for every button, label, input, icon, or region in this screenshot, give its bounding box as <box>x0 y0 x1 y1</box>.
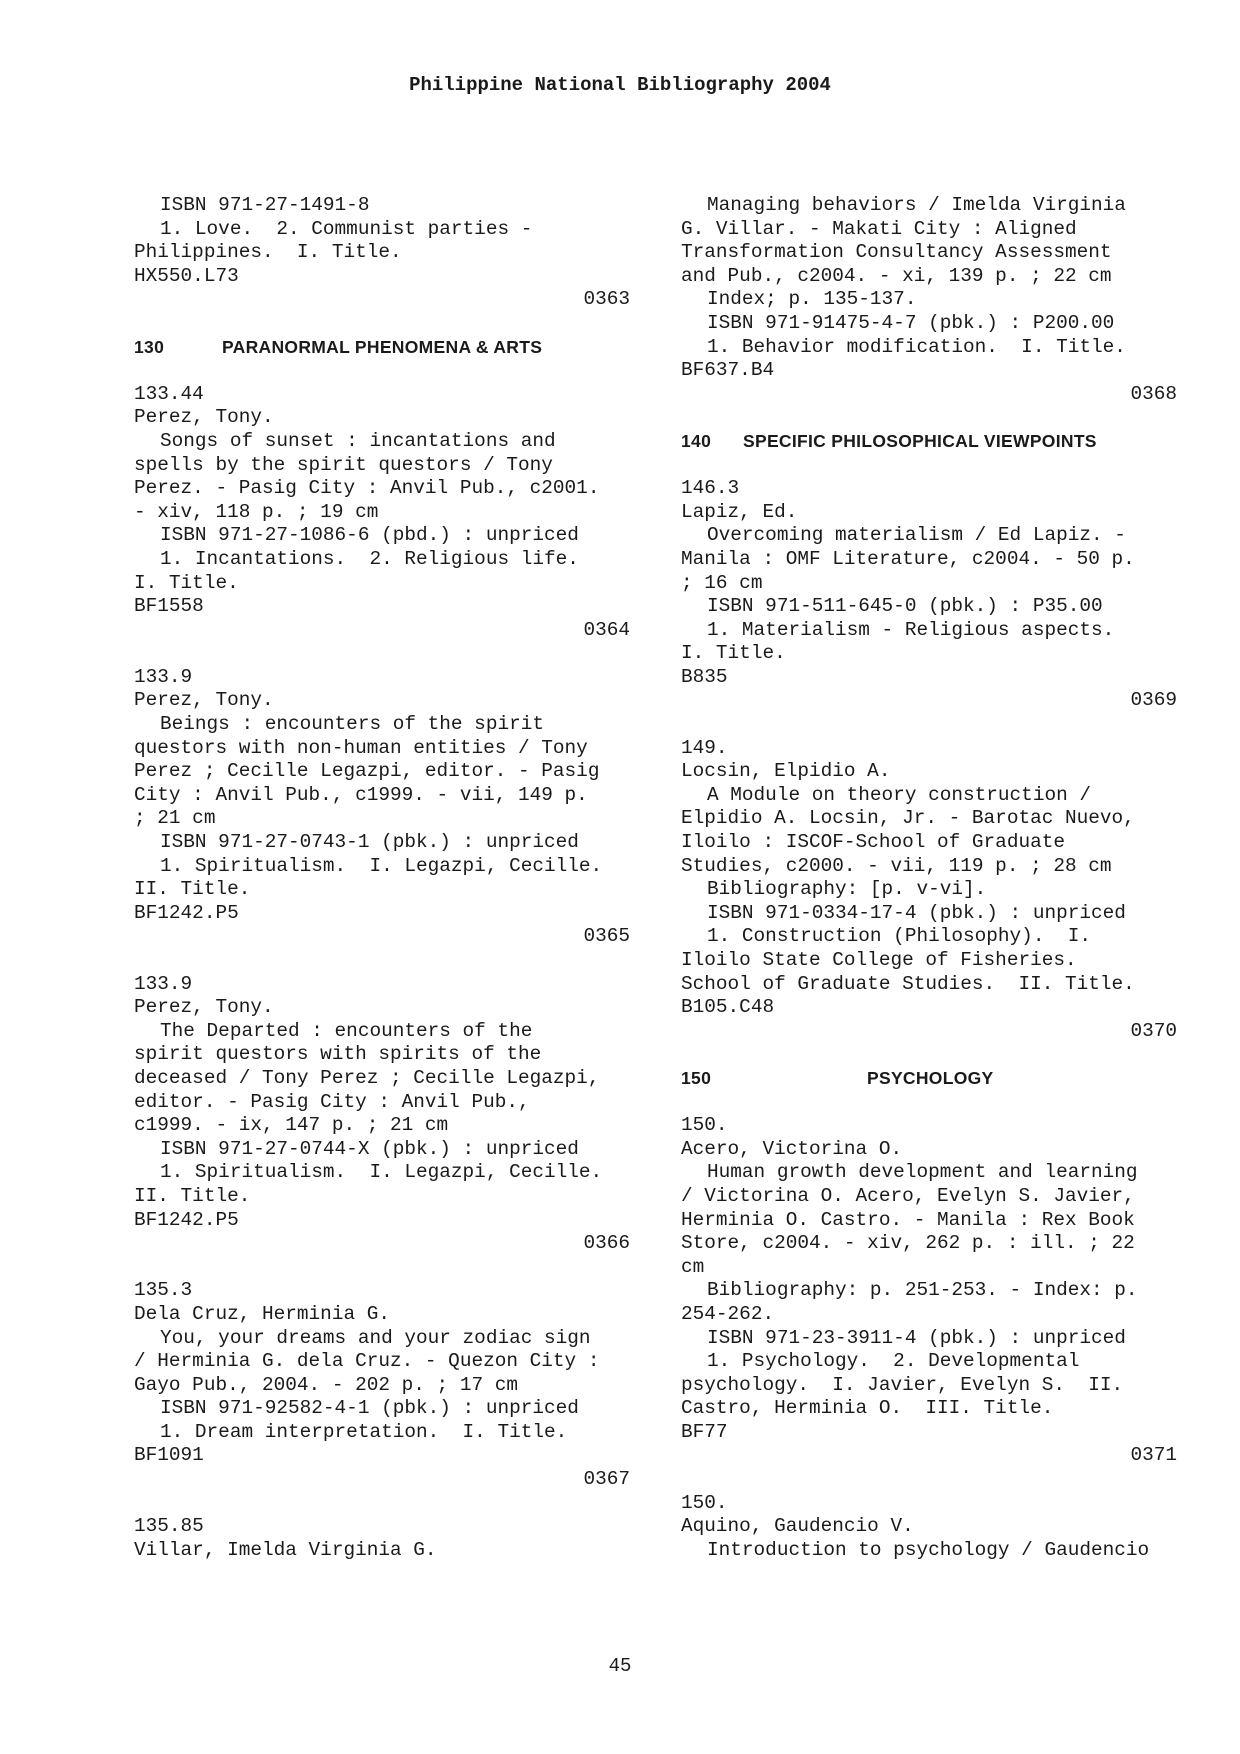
page-number: 45 <box>608 1655 632 1677</box>
entry-line: The Departed : encounters of the <box>160 1019 533 1042</box>
entry-line: A Module on theory construction / <box>707 783 1091 806</box>
entry-line: Dela Cruz, Herminia G. <box>134 1302 390 1325</box>
entry-number: 0371 <box>1130 1444 1177 1467</box>
entry-line: 149. <box>681 736 728 759</box>
entry-line: Perez ; Cecille Legazpi, editor. - Pasig <box>134 760 600 783</box>
spacer <box>681 1043 1211 1067</box>
entry-line: Overcoming materialism / Ed Lapiz. - <box>707 524 1126 547</box>
entry-line: Managing behaviors / Imelda Virginia <box>707 194 1126 216</box>
entry-line: 1. Behavior modification. I. Title. <box>707 335 1126 358</box>
entry-line: HX550.L73 <box>134 264 239 287</box>
entry-line: ISBN 971-27-1491-8 <box>160 194 370 216</box>
spacer <box>134 359 664 383</box>
entry-line: Philippines. I. Title. <box>134 241 402 264</box>
entry-line: Locsin, Elpidio A. <box>681 760 891 783</box>
entry-line: Perez, Tony. <box>134 689 274 712</box>
entry-line: II. Title. <box>134 878 251 901</box>
entry-line: 135.85 <box>134 1515 204 1538</box>
section-label: SPECIFIC PHILOSOPHICAL VIEWPOINTS <box>743 430 1097 451</box>
entry-line: 1. Materialism - Religious aspects. <box>707 618 1115 641</box>
entry-number: 0365 <box>583 925 630 948</box>
entry-line: Perez, Tony. <box>134 996 274 1019</box>
entry-line: 150. <box>681 1114 728 1137</box>
entry-line: 1. Spiritualism. I. Legazpi, Cecille. <box>160 854 603 877</box>
entry-line: Lapiz, Ed. <box>681 500 798 523</box>
entry-line: 1. Psychology. 2. Developmental <box>707 1350 1080 1373</box>
spacer <box>681 1468 1211 1492</box>
entry-line: spells by the spirit questors / Tony <box>134 453 553 476</box>
entry-line: ISBN 971-27-0743-1 (pbk.) : unpriced <box>160 831 579 854</box>
left-column <box>134 194 664 1562</box>
spacer <box>681 713 1211 737</box>
section-heading <box>134 336 664 360</box>
page-title: Philippine National Bibliography 2004 <box>409 74 831 96</box>
entry-line: Transformation Consultancy Assessment <box>681 241 1112 264</box>
entry-line: BF637.B4 <box>681 359 775 382</box>
entry-line: - xiv, 118 p. ; 19 cm <box>134 500 379 523</box>
spacer <box>134 642 664 666</box>
entry-number: 0364 <box>583 618 630 641</box>
entry-line: questors with non-human entities / Tony <box>134 736 588 759</box>
entry-line: BF1091 <box>134 1444 204 1467</box>
entry-line: B105.C48 <box>681 996 775 1019</box>
entry-number: 0367 <box>583 1468 630 1491</box>
entry-line: 135.3 <box>134 1279 193 1302</box>
entry-line: ; 21 cm <box>134 807 216 830</box>
entry-line: ISBN 971-91475-4-7 (pbk.) : P200.00 <box>707 311 1115 334</box>
entry-line: BF77 <box>681 1420 728 1443</box>
entry-line: 133.9 <box>134 665 193 688</box>
section-heading <box>681 1067 1211 1091</box>
entry-line: School of Graduate Studies. II. Title. <box>681 972 1135 995</box>
entry-line: I. Title. <box>134 571 239 594</box>
entry-number: 0369 <box>1130 689 1177 712</box>
entry-line: You, your dreams and your zodiac sign <box>160 1326 591 1349</box>
entry-line: psychology. I. Javier, Evelyn S. II. <box>681 1373 1124 1396</box>
entry-line: 254-262. <box>681 1302 775 1325</box>
entry-line: 1. Spiritualism. I. Legazpi, Cecille. <box>160 1161 603 1184</box>
entry-number: 0363 <box>583 288 630 311</box>
entry-line: 150. <box>681 1491 728 1514</box>
entry-number: 0368 <box>1130 382 1177 405</box>
spacer <box>681 406 1211 430</box>
entry-line: Human growth development and learning <box>707 1161 1138 1184</box>
entry-line: Perez. - Pasig City : Anvil Pub., c2001. <box>134 477 600 500</box>
entry-line: 133.9 <box>134 972 193 995</box>
spacer <box>681 454 1211 478</box>
entry-line: Gayo Pub., 2004. - 202 p. ; 17 cm <box>134 1373 518 1396</box>
entry-line: I. Title. <box>681 642 786 665</box>
section-heading <box>681 430 1211 454</box>
entry-line: 1. Dream interpretation. I. Title. <box>160 1420 568 1443</box>
entry-number: 0370 <box>1130 1019 1177 1042</box>
entry-line: ; 16 cm <box>681 571 763 594</box>
entry-line: City : Anvil Pub., c1999. - vii, 149 p. <box>134 783 588 806</box>
entry-line: BF1242.P5 <box>134 1208 239 1231</box>
right-column <box>681 194 1211 1562</box>
section-code: 150 <box>681 1067 712 1088</box>
entry-line: / Herminia G. dela Cruz. - Quezon City : <box>134 1350 600 1373</box>
entry-line: deceased / Tony Perez ; Cecille Legazpi, <box>134 1066 600 1089</box>
entry-line: Store, c2004. - xiv, 262 p. : ill. ; 22 <box>681 1232 1135 1255</box>
entry-line: Bibliography: p. 251-253. - Index: p. <box>707 1279 1138 1302</box>
entry-line: Iloilo State College of Fisheries. <box>681 949 1077 971</box>
entry-line: cm <box>681 1255 705 1278</box>
entry-line: 146.3 <box>681 477 740 500</box>
entry-line: Castro, Herminia O. III. Title. <box>681 1397 1054 1420</box>
entry-line: G. Villar. - Makati City : Aligned <box>681 217 1077 240</box>
entry-line: 133.44 <box>134 382 204 405</box>
entry-line: Index; p. 135-137. <box>707 288 917 311</box>
entry-line: Elpidio A. Locsin, Jr. - Barotac Nuevo, <box>681 807 1135 830</box>
entry-line: II. Title. <box>134 1184 251 1207</box>
entry-line: B835 <box>681 665 728 688</box>
entry-line: Iloilo : ISCOF-School of Graduate <box>681 831 1065 854</box>
entry-line: ISBN 971-511-645-0 (pbk.) : P35.00 <box>707 595 1103 618</box>
entry-line: ISBN 971-27-0744-X (pbk.) : unpriced <box>160 1137 579 1160</box>
section-code: 140 <box>681 430 712 451</box>
entry-line: BF1558 <box>134 595 204 618</box>
entry-line: ISBN 971-27-1086-6 (pbd.) : unpriced <box>160 524 579 547</box>
spacer <box>681 1091 1211 1115</box>
spacer <box>134 312 664 336</box>
entry-line: Beings : encounters of the spirit <box>160 713 544 736</box>
entry-line: ISBN 971-0334-17-4 (pbk.) : unpriced <box>707 901 1126 924</box>
entry-line: / Victorina O. Acero, Evelyn S. Javier, <box>681 1184 1135 1207</box>
section-code: 130 <box>134 336 165 357</box>
section-label: PSYCHOLOGY <box>867 1067 994 1088</box>
entry-line: 1. Love. 2. Communist parties - <box>160 217 533 240</box>
entry-line: 1. Incantations. 2. Religious life. <box>160 547 579 570</box>
section-label: PARANORMAL PHENOMENA & ARTS <box>222 336 543 357</box>
entry-line: BF1242.P5 <box>134 901 239 924</box>
entry-line: Studies, c2000. - vii, 119 p. ; 28 cm <box>681 854 1112 877</box>
entry-line: Perez, Tony. <box>134 406 274 429</box>
entry-line: Herminia O. Castro. - Manila : Rex Book <box>681 1208 1135 1231</box>
entry-line: and Pub., c2004. - xi, 139 p. ; 22 cm <box>681 264 1112 287</box>
entry-line: Acero, Victorina O. <box>681 1137 903 1160</box>
entry-line: ISBN 971-92582-4-1 (pbk.) : unpriced <box>160 1397 579 1420</box>
entry-line: c1999. - ix, 147 p. ; 21 cm <box>134 1114 449 1137</box>
entry-line: Manila : OMF Literature, c2004. - 50 p. <box>681 547 1135 570</box>
entry-line: Villar, Imelda Virginia G. <box>134 1538 437 1561</box>
entry-line: Introduction to psychology / Gaudencio <box>707 1538 1150 1561</box>
entry-line: editor. - Pasig City : Anvil Pub., <box>134 1090 530 1113</box>
entry-line: Aquino, Gaudencio V. <box>681 1515 914 1538</box>
entry-line: ISBN 971-23-3911-4 (pbk.) : unpriced <box>707 1326 1126 1349</box>
entry-line: 1. Construction (Philosophy). I. <box>707 925 1091 948</box>
entry-line: Bibliography: [p. v-vi]. <box>707 878 987 901</box>
spacer <box>134 1256 664 1280</box>
entry-line: spirit questors with spirits of the <box>134 1043 542 1066</box>
entry-number: 0366 <box>583 1232 630 1255</box>
entry-line: Songs of sunset : incantations and <box>160 429 556 452</box>
spacer <box>134 949 664 973</box>
spacer <box>134 1492 664 1516</box>
